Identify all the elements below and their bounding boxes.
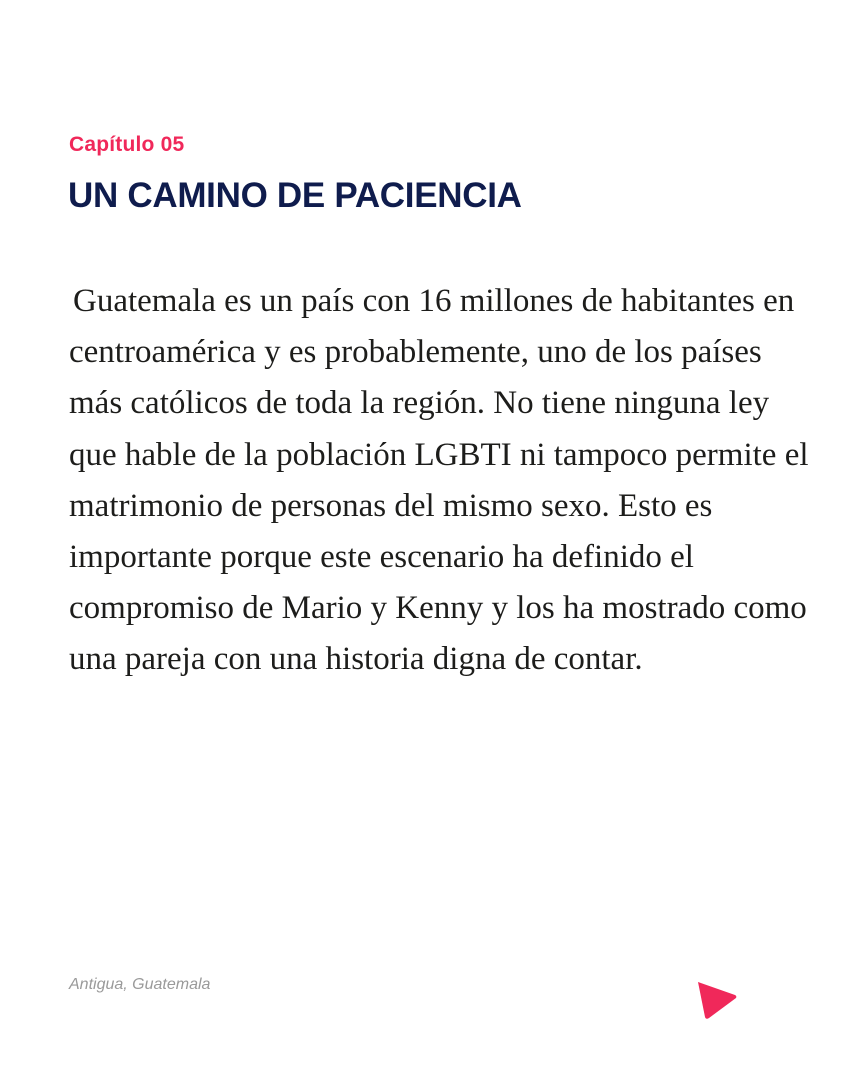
play-triangle-icon xyxy=(694,977,738,1021)
chapter-label: Capítulo 05 xyxy=(69,133,185,156)
location-caption: Antigua, Guatemala xyxy=(69,976,211,993)
chapter-title: UN CAMINO DE PACIENCIA xyxy=(68,176,522,215)
body-paragraph: Guatemala es un país con 16 millones de habitantes en centroamérica y es probablemente, uno de los países más católicos de toda la región. No tiene ninguna ley que hable de la población LGBTI ni tampoco permite el matrimonio de personas del mismo sexo. Esto es importante porque este escenario ha definido el compromiso de Mario y Kenny y los ha mostrado como una pareja con una historia digna de contar. xyxy=(69,283,809,678)
